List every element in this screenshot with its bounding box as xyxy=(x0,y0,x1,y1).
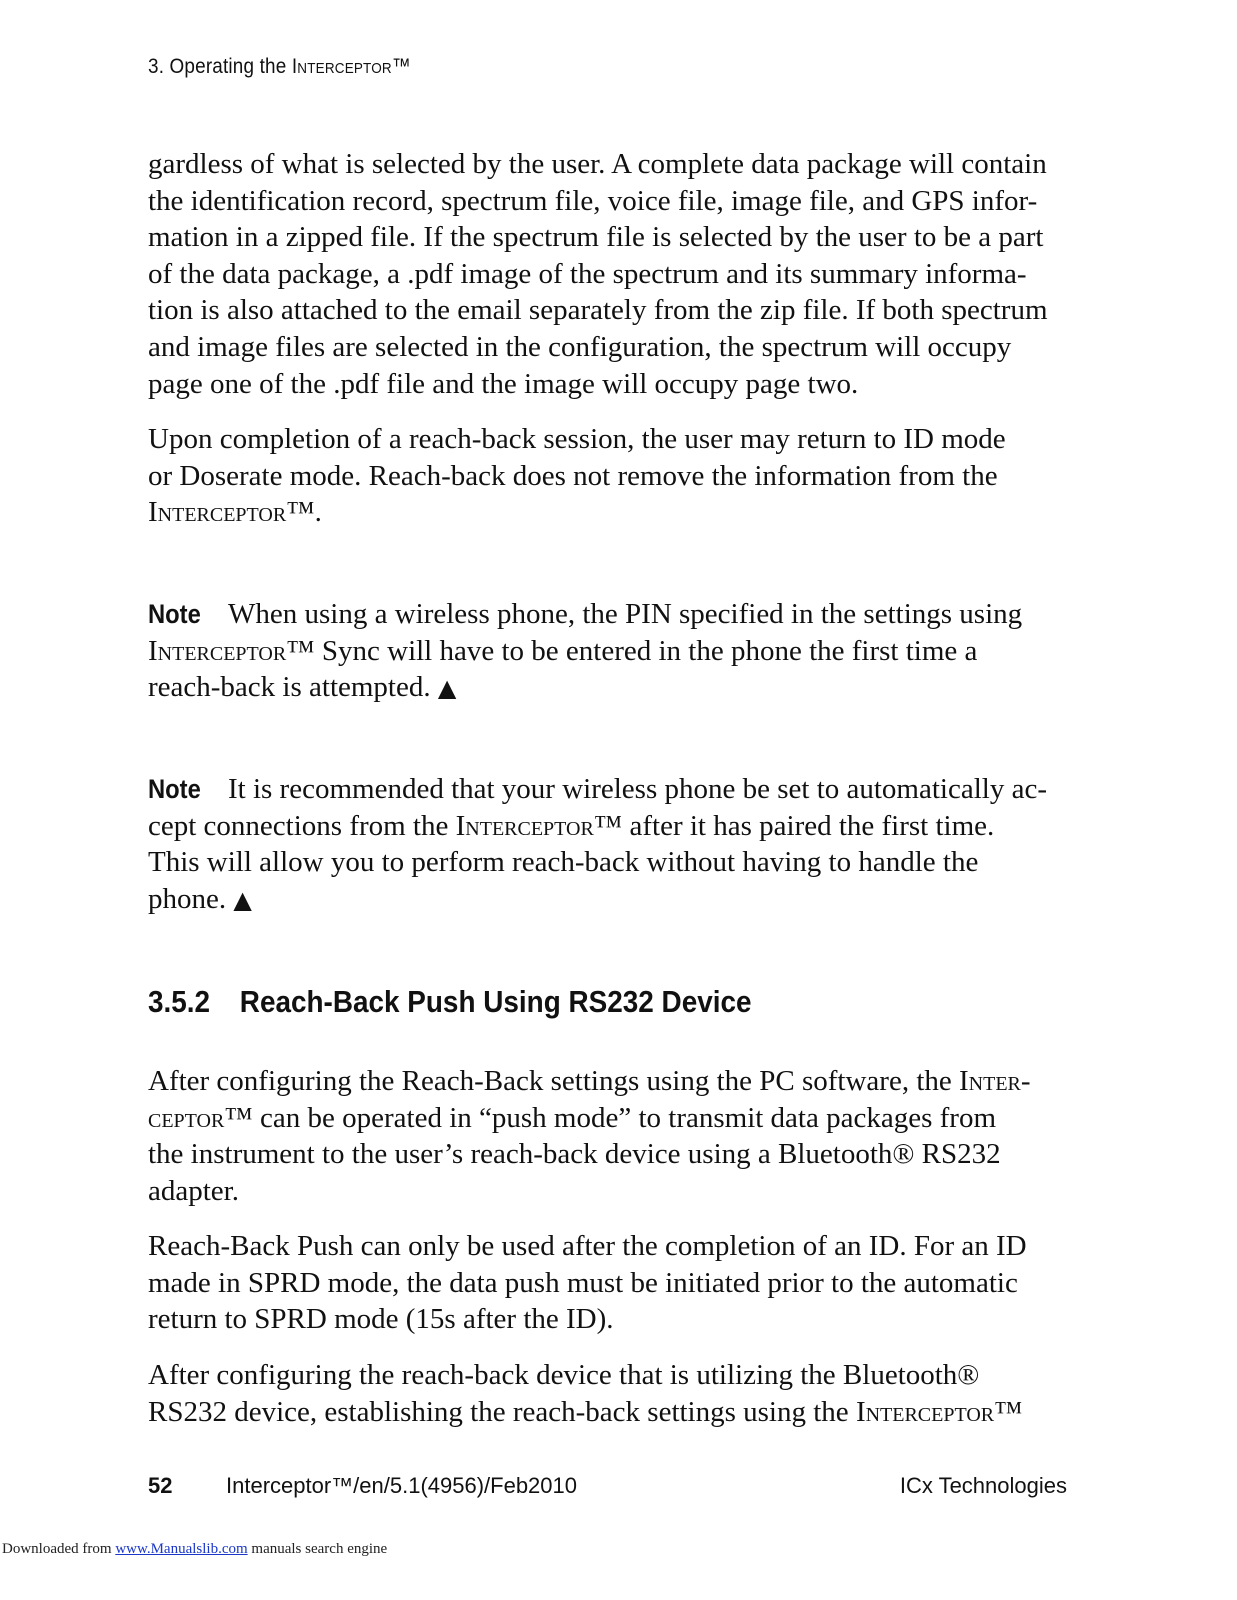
note-wireless-pin: Note When using a wireless phone, the PIN specified in the settings using Interceptor™ Sync will have to be entered in the phone the first time a reach-back is attempted. ▲ xyxy=(148,598,1023,704)
product-name: Interceptor xyxy=(148,496,287,529)
section-heading xyxy=(148,984,752,1020)
section-number: 3.5.2 xyxy=(148,984,211,1019)
product-name: Interceptor xyxy=(291,55,392,78)
paragraph-push-mode: After configuring the Reach-Back settings using the PC software, the Inter- ceptor™ can be operated in “push mode” to transmit data packages from the instrument to the user’s reach-back device using a Bluetooth® RS232 adapter. xyxy=(148,1065,1031,1207)
end-of-note-triangle-icon: ▲ xyxy=(437,674,457,703)
note-auto-accept: Note It is recommended that your wireless phone be set to automatically ac- cept connections from the Interceptor™ after it has paired the first time. This will allow you to perform reach-back without having to handle the phone. ▲ xyxy=(148,773,1047,915)
product-name: Interceptor xyxy=(455,809,594,842)
page-number: 52 xyxy=(148,1473,173,1498)
download-note: Downloaded from www.Manualslib.com manuals search engine xyxy=(2,1541,388,1557)
section-title: Reach-Back Push Using RS232 Device xyxy=(239,984,752,1019)
paragraph-configure-device: After configuring the reach-back device that is utilizing the Bluetooth® RS232 device, establishing the reach-back settings using the Interceptor™ xyxy=(148,1359,1023,1428)
paragraph-data-package: gardless of what is selected by the user. A complete data package will contain the identification record, spectrum file, voice file, image file, and GPS infor- mation in a zipped file. If the spectrum file is selected by the user to be a part of the data package, a .pdf image of the spectrum and its summary informa- tion is also attached to the email separately from the zip file. If both spectrum and image files are selected in the configuration, the spectrum will occupy page one of the .pdf file and the image will occupy page two. xyxy=(148,148,1048,400)
manualslib-link[interactable]: www.Manualslib.com xyxy=(115,1541,248,1557)
company-name: ICx Technologies xyxy=(899,1473,1067,1498)
product-name: Interceptor xyxy=(148,634,287,667)
document-id: Interceptor™/en/5.1(4956)/Feb2010 xyxy=(226,1473,578,1498)
paragraph-push-after-id: Reach-Back Push can only be used after the completion of an ID. For an ID made in SPRD mode, the data push must be initiated prior to the automatic return to SPRD mode (15s after the ID). xyxy=(148,1230,1027,1336)
product-name: Interceptor xyxy=(855,1395,995,1428)
page-footer xyxy=(148,1473,1067,1503)
note-label: Note xyxy=(148,774,201,804)
paragraph-session-completion: Upon completion of a reach-back session, the user may return to ID mode or Doserate mode. Reach-back does not remove the information from the Interceptor™. xyxy=(148,423,1006,529)
end-of-note-triangle-icon: ▲ xyxy=(233,885,252,914)
note-label: Note xyxy=(148,599,201,629)
running-head: 3. Operating the Interceptor™ xyxy=(148,55,411,78)
